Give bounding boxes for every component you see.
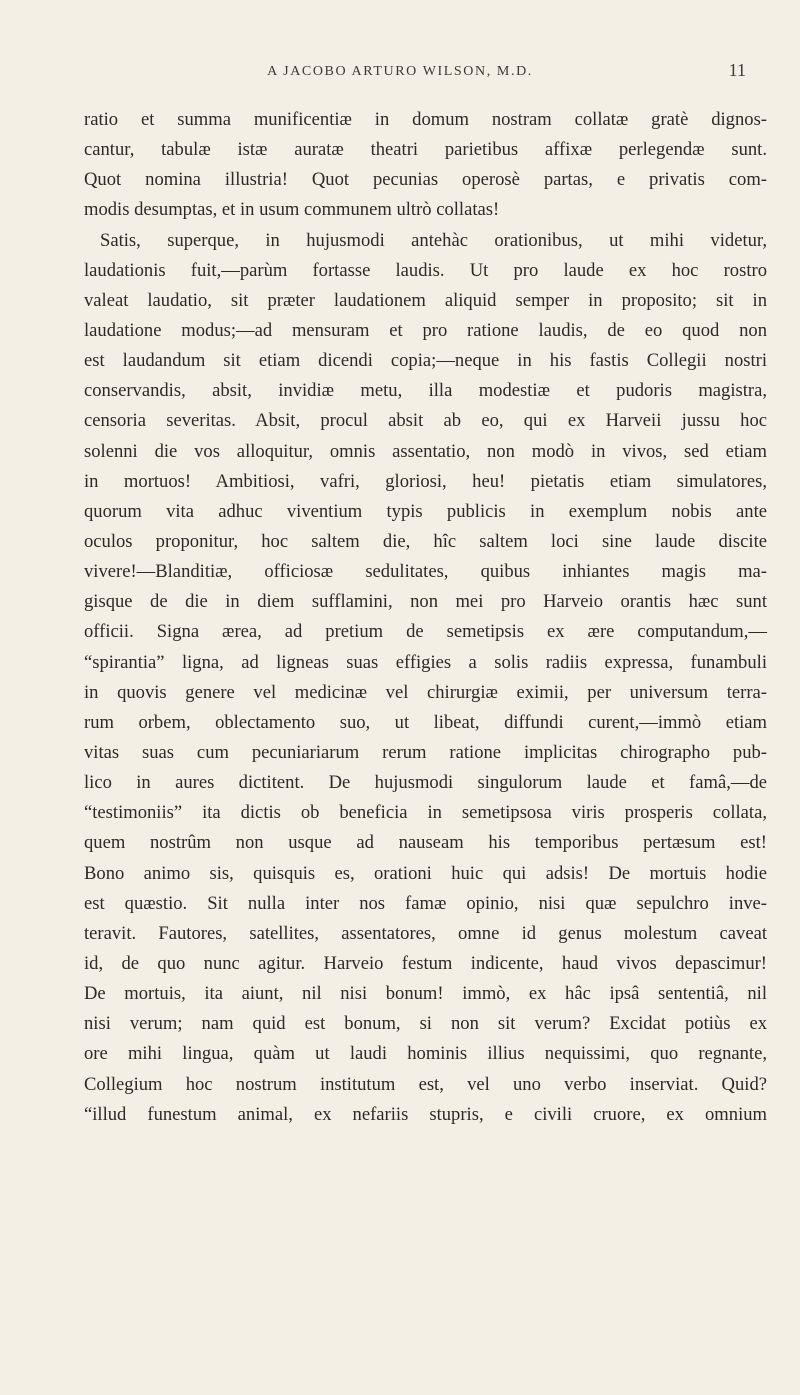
text-line: Bono animo sis, quisquis es, orationi huic qui adsis! De mortuis hodie bbox=[84, 862, 767, 884]
running-head bbox=[0, 60, 800, 90]
text-line: modis desumptas, et in usum communem ultrò collatas! bbox=[84, 199, 500, 221]
text-line: conservandis, absit, invidiæ metu, illa modestiæ et pudoris magistra, bbox=[84, 380, 767, 402]
text-line: officii. Signa ærea, ad pretium de semetipsis ex ære computandum,— bbox=[84, 621, 767, 643]
text-line: gisque de die in diem sufflamini, non mei pro Harveio orantis hæc sunt bbox=[84, 591, 767, 613]
text-line: valeat laudatio, sit præter laudationem aliquid semper in proposito; sit in bbox=[84, 289, 767, 311]
text-line: “spirantia” ligna, ad ligneas suas effigies a solis radiis expressa, funambuli bbox=[84, 651, 767, 673]
text-line: ratio et summa munificentiæ in domum nostram collatæ gratè dignos- bbox=[84, 109, 767, 130]
text-line: quorum vita adhuc viventium typis publicis in exemplum nobis ante bbox=[84, 500, 767, 522]
text-line: est laudandum sit etiam dicendi copia;—neque in his fastis Collegii nostri bbox=[84, 350, 767, 372]
text-line: ore mihi lingua, quàm ut laudi hominis illius nequissimi, quo regnante, bbox=[84, 1043, 767, 1065]
text-line: Satis, superque, in hujusmodi antehàc orationibus, ut mihi videtur, bbox=[100, 229, 767, 251]
text-line: oculos proponitur, hoc saltem die, hîc saltem loci sine laude discite bbox=[84, 530, 767, 552]
text-line: id, de quo nunc agitur. Harveio festum indicente, haud vivos depascimur! bbox=[84, 952, 767, 974]
body-text bbox=[84, 105, 767, 1130]
text-line: De mortuis, ita aiunt, nil nisi bonum! immò, ex hâc ipsâ sententiâ, nil bbox=[84, 983, 767, 1005]
page-number: 11 bbox=[728, 60, 746, 80]
text-line: est quæstio. Sit nulla inter nos famæ opinio, nisi quæ sepulchro inve- bbox=[84, 892, 767, 914]
text-line: vitas suas cum pecuniariarum rerum ratione implicitas chirographo pub- bbox=[84, 741, 767, 763]
text-line: “illud funestum animal, ex nefariis stupris, e civili cruore, ex omnium bbox=[84, 1103, 767, 1125]
text-line: Quot nomina illustria! Quot pecunias operosè partas, e privatis com- bbox=[84, 169, 767, 191]
text-line: teravit. Fautores, satellites, assentatores, omne id genus molestum caveat bbox=[84, 922, 767, 944]
text-line: nisi verum; nam quid est bonum, si non sit verum? Excidat potiùs ex bbox=[84, 1013, 767, 1035]
text-line: cantur, tabulæ istæ auratæ theatri parietibus affixæ perlegendæ sunt. bbox=[84, 139, 767, 161]
text-line: “testimoniis” ita dictis ob beneficia in semetipsosa viris prosperis collata, bbox=[84, 802, 767, 824]
text-line: solenni die vos alloquitur, omnis assentatio, non modò in vivos, sed etiam bbox=[84, 440, 767, 462]
text-line: censoria severitas. Absit, procul absit ab eo, qui ex Harveii jussu hoc bbox=[84, 410, 767, 432]
text-line: quem nostrûm non usque ad nauseam his temporibus pertæsum est! bbox=[84, 832, 767, 854]
text-line: lico in aures dictitent. De hujusmodi singulorum laude et famâ,—de bbox=[84, 772, 767, 794]
text-line: in mortuos! Ambitiosi, vafri, gloriosi, heu! pietatis etiam simulatores, bbox=[84, 470, 767, 492]
running-title: A JACOBO ARTURO WILSON, M.D. bbox=[267, 64, 533, 79]
text-line: Collegium hoc nostrum institutum est, vel uno verbo inserviat. Quid? bbox=[84, 1073, 767, 1095]
text-line: laudationis fuit,—parùm fortasse laudis. Ut pro laude ex hoc rostro bbox=[84, 259, 767, 281]
text-line: rum orbem, oblectamento suo, ut libeat, diffundi curent,—immò etiam bbox=[84, 711, 767, 733]
text-line: vivere!—Blanditiæ, officiosæ sedulitates, quibus inhiantes magis ma- bbox=[84, 561, 767, 583]
text-line: in quovis genere vel medicinæ vel chirurgiæ eximii, per universum terra- bbox=[84, 681, 767, 703]
text-line: laudatione modus;—ad mensuram et pro ratione laudis, de eo quod non bbox=[84, 319, 767, 341]
